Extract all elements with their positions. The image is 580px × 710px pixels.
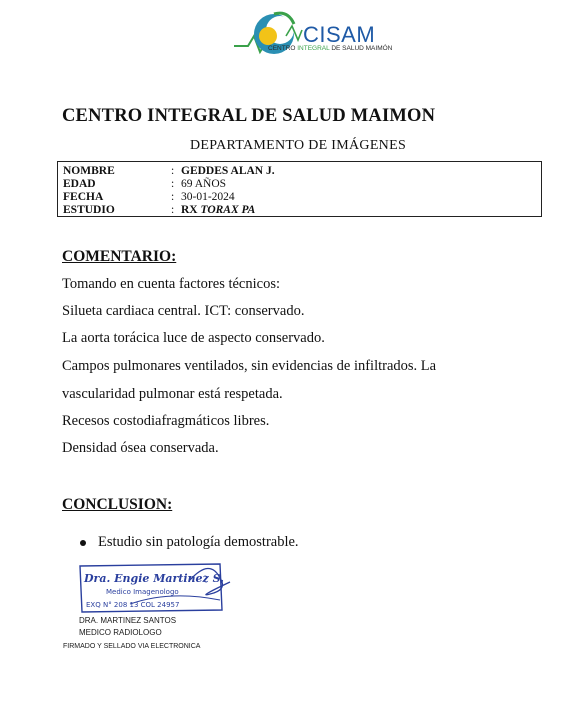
- age-value: 69 AÑOS: [181, 178, 227, 190]
- comment-line: Densidad ósea conservada.: [62, 440, 219, 456]
- electronic-signature-note: FIRMADO Y SELLADO VIA ELECTRONICA: [63, 643, 201, 650]
- conclusion-heading: CONCLUSION:: [62, 496, 173, 513]
- colon: :: [171, 191, 175, 203]
- comment-line: vascularidad pulmonar está respetada.: [62, 386, 283, 402]
- name-label: NOMBRE: [63, 165, 115, 177]
- patient-info-box: [57, 161, 542, 217]
- colon: :: [171, 204, 175, 216]
- document-title: CENTRO INTEGRAL DE SALUD MAIMON: [62, 106, 436, 126]
- colon: :: [171, 165, 175, 177]
- department-name: DEPARTAMENTO DE IMÁGENES: [190, 138, 407, 153]
- conclusion-item: Estudio sin patología demostrable.: [98, 534, 299, 550]
- svg-text:EXQ N° 208 13 COL 24957: EXQ N° 208 13 COL 24957: [86, 601, 180, 609]
- signature-stamp: [70, 560, 240, 618]
- svg-text:Medico Imagenologo: Medico Imagenologo: [106, 588, 179, 596]
- study-value: RX TORAX PA: [181, 204, 256, 216]
- doctor-name: DRA. MARTINEZ SANTOS: [79, 616, 177, 625]
- logo-wordmark: CISAM: [303, 22, 376, 47]
- name-value: GEDDES ALAN J.: [181, 165, 275, 177]
- comment-line: Campos pulmonares ventilados, sin evidencias de infiltrados. La: [62, 358, 437, 374]
- doctor-role: MEDICO RADIOLOGO: [79, 628, 162, 637]
- age-label: EDAD: [63, 178, 96, 190]
- comment-line: La aorta torácica luce de aspecto conservado.: [62, 330, 325, 346]
- date-label: FECHA: [63, 191, 104, 203]
- study-label: ESTUDIO: [63, 204, 115, 216]
- comment-line: Silueta cardiaca central. ICT: conservado.: [62, 303, 305, 319]
- comment-heading: COMENTARIO:: [62, 248, 177, 265]
- svg-text:Dra. Engie Martinez S.: Dra. Engie Martinez S.: [84, 572, 225, 585]
- comment-line: Recesos costodiafragmáticos libres.: [62, 413, 270, 429]
- colon: :: [171, 178, 175, 190]
- logo-subtitle: CENTRO INTEGRAL DE SALUD MAIMÓN: [268, 45, 393, 52]
- date-value: 30-01-2024: [181, 191, 235, 203]
- bullet-icon: [80, 540, 86, 546]
- comment-line: Tomando en cuenta factores técnicos:: [62, 276, 281, 292]
